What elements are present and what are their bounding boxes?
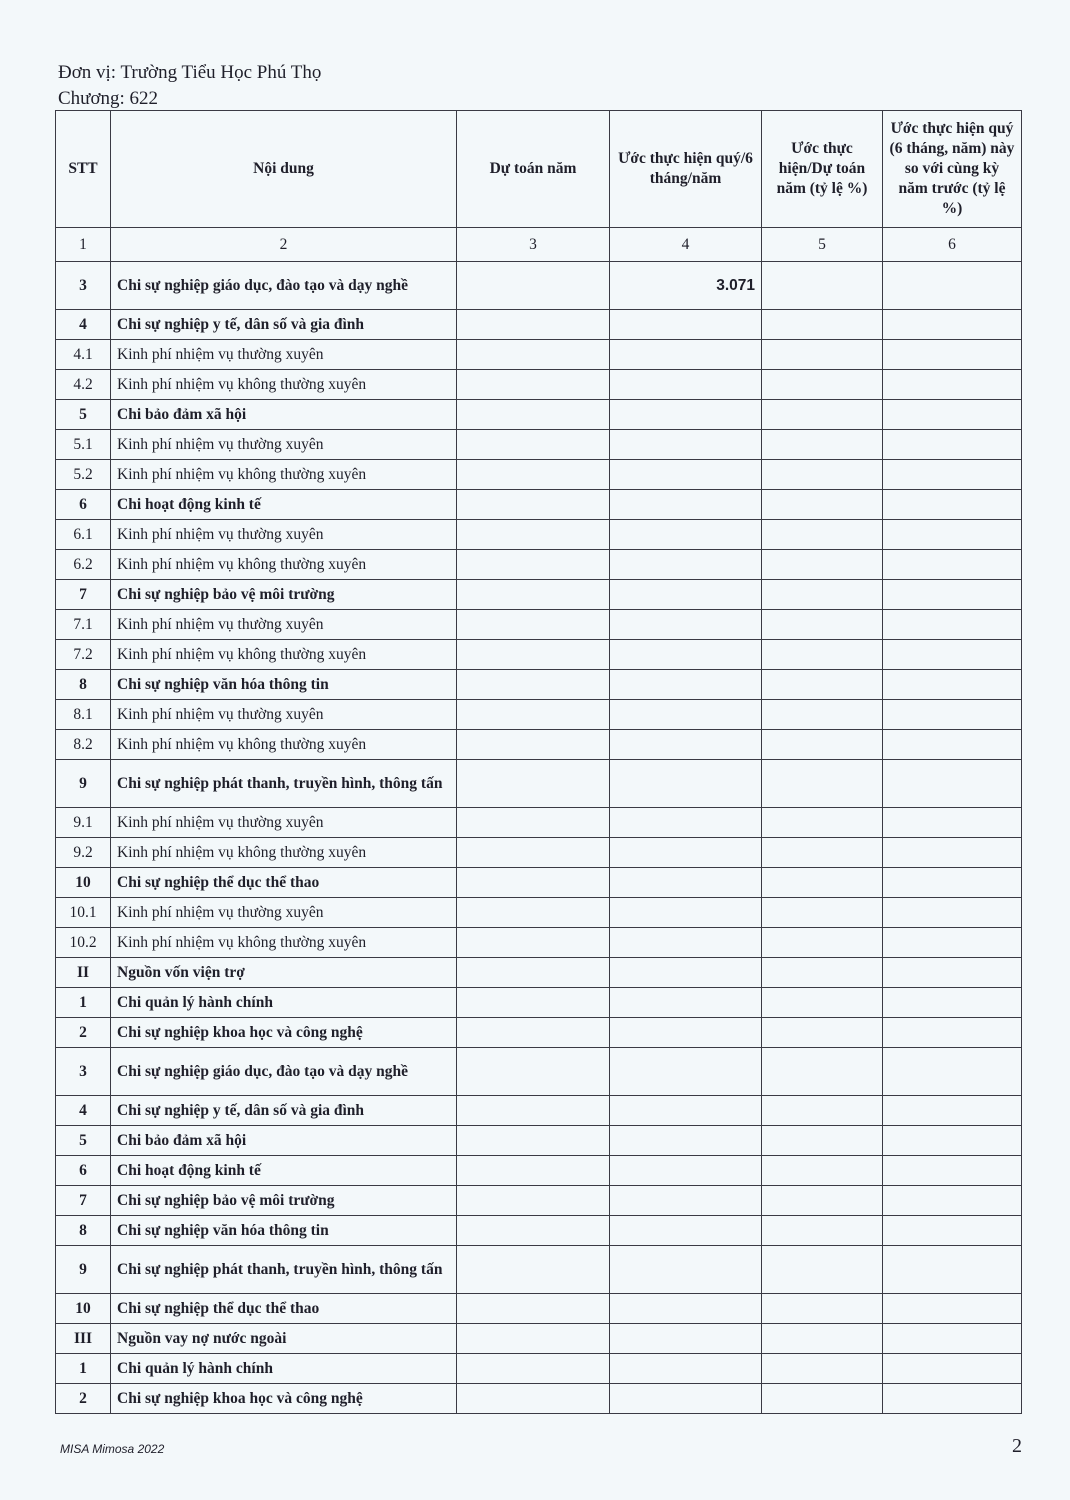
row-ratio-prev <box>883 490 1022 520</box>
row-ratio-estimate <box>762 262 883 310</box>
row-content: Kinh phí nhiệm vụ không thường xuyên <box>111 370 457 400</box>
table-body <box>56 262 1022 1414</box>
row-stt: 8.2 <box>56 730 111 760</box>
row-ratio-estimate <box>762 988 883 1018</box>
table-row <box>56 958 1022 988</box>
row-ratio-estimate <box>762 1156 883 1186</box>
table-row <box>56 700 1022 730</box>
row-ratio-estimate <box>762 430 883 460</box>
row-ratio-prev <box>883 1096 1022 1126</box>
col-header-ratio-estimate: Ước thực hiện/Dự toán năm (tỷ lệ %) <box>762 111 883 228</box>
row-stt: 4 <box>56 1096 111 1126</box>
table-row <box>56 1216 1022 1246</box>
row-ratio-prev <box>883 760 1022 808</box>
row-annual-estimate <box>457 520 610 550</box>
row-stt: 7 <box>56 580 111 610</box>
row-ratio-prev <box>883 1384 1022 1414</box>
row-estimated-impl <box>610 1246 762 1294</box>
row-ratio-estimate <box>762 460 883 490</box>
row-ratio-estimate <box>762 1294 883 1324</box>
row-ratio-prev <box>883 1354 1022 1384</box>
row-ratio-prev <box>883 1018 1022 1048</box>
row-estimated-impl <box>610 928 762 958</box>
row-stt: 5.1 <box>56 430 111 460</box>
unit-name: Đơn vị: Trường Tiểu Học Phú Thọ <box>58 62 322 83</box>
page-number: 2 <box>1012 1435 1022 1457</box>
row-content: Chi sự nghiệp bảo vệ môi trường <box>111 580 457 610</box>
row-stt: III <box>56 1324 111 1354</box>
row-ratio-estimate <box>762 550 883 580</box>
table-row <box>56 1384 1022 1414</box>
row-estimated-impl <box>610 1324 762 1354</box>
row-ratio-prev <box>883 400 1022 430</box>
row-ratio-prev <box>883 988 1022 1018</box>
row-annual-estimate <box>457 1186 610 1216</box>
row-stt: 8 <box>56 670 111 700</box>
row-ratio-estimate <box>762 928 883 958</box>
row-ratio-prev <box>883 1126 1022 1156</box>
row-ratio-prev <box>883 928 1022 958</box>
row-ratio-prev <box>883 640 1022 670</box>
row-stt: 4 <box>56 310 111 340</box>
row-annual-estimate <box>457 1384 610 1414</box>
row-ratio-estimate <box>762 1048 883 1096</box>
col-header-content: Nội dung <box>111 111 457 228</box>
row-ratio-prev <box>883 430 1022 460</box>
row-estimated-impl <box>610 730 762 760</box>
row-stt: 1 <box>56 1354 111 1384</box>
row-ratio-estimate <box>762 808 883 838</box>
row-ratio-prev <box>883 262 1022 310</box>
table-row <box>56 430 1022 460</box>
column-number: 2 <box>111 228 457 262</box>
row-ratio-prev <box>883 808 1022 838</box>
table-header-row <box>56 111 1022 228</box>
row-estimated-impl <box>610 1096 762 1126</box>
table-row <box>56 1354 1022 1384</box>
row-stt: 8 <box>56 1216 111 1246</box>
row-ratio-estimate <box>762 700 883 730</box>
column-number: 6 <box>883 228 1022 262</box>
row-annual-estimate <box>457 730 610 760</box>
table-row <box>56 310 1022 340</box>
column-number: 5 <box>762 228 883 262</box>
row-stt: 9 <box>56 760 111 808</box>
row-stt: 2 <box>56 1384 111 1414</box>
col-header-annual-estimate: Dự toán năm <box>457 111 610 228</box>
row-content: Kinh phí nhiệm vụ thường xuyên <box>111 898 457 928</box>
table-row <box>56 808 1022 838</box>
row-annual-estimate <box>457 1354 610 1384</box>
row-stt: 6 <box>56 1156 111 1186</box>
row-ratio-estimate <box>762 838 883 868</box>
row-content: Chi sự nghiệp y tế, dân số và gia đình <box>111 310 457 340</box>
row-ratio-estimate <box>762 1384 883 1414</box>
row-content: Nguồn vốn viện trợ <box>111 958 457 988</box>
row-ratio-prev <box>883 520 1022 550</box>
row-annual-estimate <box>457 928 610 958</box>
row-estimated-impl <box>610 1294 762 1324</box>
table-row <box>56 1294 1022 1324</box>
row-estimated-impl <box>610 580 762 610</box>
row-ratio-prev <box>883 340 1022 370</box>
table-row <box>56 490 1022 520</box>
row-ratio-prev <box>883 670 1022 700</box>
row-annual-estimate <box>457 370 610 400</box>
row-ratio-prev <box>883 868 1022 898</box>
table-row <box>56 928 1022 958</box>
row-ratio-prev <box>883 610 1022 640</box>
row-ratio-estimate <box>762 730 883 760</box>
row-content: Chi sự nghiệp giáo dục, đào tạo và dạy nghề <box>111 262 457 310</box>
table-row <box>56 1048 1022 1096</box>
report-table <box>55 110 1022 1414</box>
row-estimated-impl <box>610 868 762 898</box>
row-ratio-estimate <box>762 1324 883 1354</box>
row-ratio-prev <box>883 700 1022 730</box>
row-annual-estimate <box>457 1048 610 1096</box>
row-estimated-impl <box>610 838 762 868</box>
row-stt: 9.1 <box>56 808 111 838</box>
row-stt: 6 <box>56 490 111 520</box>
row-annual-estimate <box>457 400 610 430</box>
column-number-row <box>56 228 1022 262</box>
row-stt: II <box>56 958 111 988</box>
col-header-ratio-prev: Ước thực hiện quý (6 tháng, năm) này so với cùng kỳ năm trước (tỷ lệ %) <box>883 111 1022 228</box>
table-row <box>56 1246 1022 1294</box>
row-content: Kinh phí nhiệm vụ không thường xuyên <box>111 640 457 670</box>
table-row <box>56 1018 1022 1048</box>
row-annual-estimate <box>457 988 610 1018</box>
row-stt: 10 <box>56 1294 111 1324</box>
row-ratio-estimate <box>762 1186 883 1216</box>
table-row <box>56 1156 1022 1186</box>
row-annual-estimate <box>457 262 610 310</box>
row-ratio-estimate <box>762 1096 883 1126</box>
row-annual-estimate <box>457 700 610 730</box>
row-ratio-estimate <box>762 490 883 520</box>
row-annual-estimate <box>457 838 610 868</box>
row-stt: 6.1 <box>56 520 111 550</box>
row-ratio-prev <box>883 1216 1022 1246</box>
row-content: Chi hoạt động kinh tế <box>111 1156 457 1186</box>
row-estimated-impl <box>610 370 762 400</box>
row-ratio-prev <box>883 1294 1022 1324</box>
row-estimated-impl <box>610 958 762 988</box>
row-estimated-impl <box>610 430 762 460</box>
row-stt: 1 <box>56 988 111 1018</box>
row-content: Chi sự nghiệp phát thanh, truyền hình, thông tấn <box>111 760 457 808</box>
row-ratio-estimate <box>762 1018 883 1048</box>
row-ratio-estimate <box>762 1126 883 1156</box>
row-annual-estimate <box>457 1018 610 1048</box>
row-ratio-estimate <box>762 958 883 988</box>
column-number: 4 <box>610 228 762 262</box>
table-row <box>56 760 1022 808</box>
document-header <box>58 60 321 112</box>
row-ratio-estimate <box>762 670 883 700</box>
row-annual-estimate <box>457 1126 610 1156</box>
col-header-estimated-impl: Ước thực hiện quý/6 tháng/năm <box>610 111 762 228</box>
row-ratio-estimate <box>762 520 883 550</box>
row-annual-estimate <box>457 460 610 490</box>
table-row <box>56 640 1022 670</box>
row-annual-estimate <box>457 1324 610 1354</box>
row-ratio-estimate <box>762 868 883 898</box>
row-annual-estimate <box>457 580 610 610</box>
row-annual-estimate <box>457 1216 610 1246</box>
table-row <box>56 730 1022 760</box>
row-stt: 4.1 <box>56 340 111 370</box>
row-ratio-estimate <box>762 640 883 670</box>
row-content: Kinh phí nhiệm vụ thường xuyên <box>111 610 457 640</box>
row-ratio-estimate <box>762 580 883 610</box>
row-content: Chi hoạt động kinh tế <box>111 490 457 520</box>
row-estimated-impl <box>610 400 762 430</box>
table-row <box>56 868 1022 898</box>
row-content: Chi sự nghiệp thể dục thể thao <box>111 1294 457 1324</box>
row-estimated-impl <box>610 1354 762 1384</box>
row-estimated-impl <box>610 460 762 490</box>
row-content: Kinh phí nhiệm vụ thường xuyên <box>111 430 457 460</box>
row-ratio-estimate <box>762 340 883 370</box>
row-content: Kinh phí nhiệm vụ thường xuyên <box>111 700 457 730</box>
row-content: Chi bảo đảm xã hội <box>111 400 457 430</box>
row-ratio-prev <box>883 838 1022 868</box>
table-row <box>56 1324 1022 1354</box>
row-estimated-impl <box>610 898 762 928</box>
table-row <box>56 838 1022 868</box>
row-content: Chi sự nghiệp khoa học và công nghệ <box>111 1384 457 1414</box>
row-ratio-estimate <box>762 1216 883 1246</box>
row-content: Chi quản lý hành chính <box>111 988 457 1018</box>
row-ratio-estimate <box>762 370 883 400</box>
row-estimated-impl <box>610 700 762 730</box>
row-stt: 6.2 <box>56 550 111 580</box>
row-content: Chi sự nghiệp khoa học và công nghệ <box>111 1018 457 1048</box>
table-row <box>56 580 1022 610</box>
row-stt: 9 <box>56 1246 111 1294</box>
row-annual-estimate <box>457 430 610 460</box>
row-annual-estimate <box>457 340 610 370</box>
row-stt: 8.1 <box>56 700 111 730</box>
row-ratio-prev <box>883 370 1022 400</box>
row-annual-estimate <box>457 898 610 928</box>
row-content: Kinh phí nhiệm vụ thường xuyên <box>111 808 457 838</box>
row-estimated-impl <box>610 670 762 700</box>
row-annual-estimate <box>457 640 610 670</box>
row-estimated-impl <box>610 310 762 340</box>
row-estimated-impl <box>610 760 762 808</box>
row-content: Kinh phí nhiệm vụ không thường xuyên <box>111 550 457 580</box>
table-row <box>56 370 1022 400</box>
row-ratio-estimate <box>762 760 883 808</box>
row-content: Kinh phí nhiệm vụ không thường xuyên <box>111 730 457 760</box>
row-ratio-prev <box>883 580 1022 610</box>
row-estimated-impl <box>610 1156 762 1186</box>
row-annual-estimate <box>457 310 610 340</box>
row-content: Kinh phí nhiệm vụ thường xuyên <box>111 520 457 550</box>
chapter-code: Chương: 622 <box>58 88 159 109</box>
row-stt: 4.2 <box>56 370 111 400</box>
table-row <box>56 988 1022 1018</box>
row-ratio-prev <box>883 1156 1022 1186</box>
row-stt: 7.2 <box>56 640 111 670</box>
row-ratio-estimate <box>762 400 883 430</box>
row-stt: 10 <box>56 868 111 898</box>
row-stt: 7.1 <box>56 610 111 640</box>
row-content: Chi sự nghiệp y tế, dân số và gia đình <box>111 1096 457 1126</box>
table-row <box>56 262 1022 310</box>
row-estimated-impl <box>610 640 762 670</box>
row-ratio-estimate <box>762 1246 883 1294</box>
table-row <box>56 400 1022 430</box>
row-stt: 5 <box>56 400 111 430</box>
table-row <box>56 460 1022 490</box>
row-annual-estimate <box>457 1294 610 1324</box>
column-number: 3 <box>457 228 610 262</box>
row-content: Chi sự nghiệp bảo vệ môi trường <box>111 1186 457 1216</box>
row-annual-estimate <box>457 958 610 988</box>
row-annual-estimate <box>457 1096 610 1126</box>
row-annual-estimate <box>457 868 610 898</box>
row-stt: 5 <box>56 1126 111 1156</box>
row-annual-estimate <box>457 1156 610 1186</box>
row-ratio-prev <box>883 550 1022 580</box>
software-footer: MISA Mimosa 2022 <box>60 1442 165 1456</box>
row-ratio-prev <box>883 460 1022 490</box>
table-row <box>56 520 1022 550</box>
table-row <box>56 550 1022 580</box>
row-estimated-impl <box>610 490 762 520</box>
column-number: 1 <box>56 228 111 262</box>
row-estimated-impl <box>610 520 762 550</box>
table-row <box>56 610 1022 640</box>
row-stt: 3 <box>56 262 111 310</box>
row-content: Kinh phí nhiệm vụ không thường xuyên <box>111 928 457 958</box>
row-content: Chi sự nghiệp giáo dục, đào tạo và dạy nghề <box>111 1048 457 1096</box>
row-annual-estimate <box>457 670 610 700</box>
row-annual-estimate <box>457 808 610 838</box>
row-stt: 5.2 <box>56 460 111 490</box>
table-row <box>56 1096 1022 1126</box>
row-ratio-estimate <box>762 610 883 640</box>
row-estimated-impl <box>610 1018 762 1048</box>
row-estimated-impl <box>610 1216 762 1246</box>
row-estimated-impl <box>610 1126 762 1156</box>
row-content: Chi sự nghiệp phát thanh, truyền hình, thông tấn <box>111 1246 457 1294</box>
row-estimated-impl <box>610 808 762 838</box>
row-estimated-impl <box>610 340 762 370</box>
row-content: Chi sự nghiệp thể dục thể thao <box>111 868 457 898</box>
row-stt: 3 <box>56 1048 111 1096</box>
table-row <box>56 1186 1022 1216</box>
row-estimated-impl: 3.071 <box>610 262 762 310</box>
row-ratio-prev <box>883 730 1022 760</box>
table-row <box>56 670 1022 700</box>
row-ratio-estimate <box>762 1354 883 1384</box>
row-ratio-prev <box>883 310 1022 340</box>
row-stt: 10.1 <box>56 898 111 928</box>
row-annual-estimate <box>457 1246 610 1294</box>
row-stt: 9.2 <box>56 838 111 868</box>
row-ratio-prev <box>883 1186 1022 1216</box>
row-ratio-prev <box>883 1324 1022 1354</box>
row-ratio-estimate <box>762 310 883 340</box>
col-header-stt: STT <box>56 111 111 228</box>
row-annual-estimate <box>457 550 610 580</box>
table-row <box>56 898 1022 928</box>
row-estimated-impl <box>610 550 762 580</box>
row-content: Nguồn vay nợ nước ngoài <box>111 1324 457 1354</box>
row-ratio-estimate <box>762 898 883 928</box>
row-ratio-prev <box>883 898 1022 928</box>
table-row <box>56 340 1022 370</box>
row-content: Kinh phí nhiệm vụ thường xuyên <box>111 340 457 370</box>
row-estimated-impl <box>610 988 762 1018</box>
table-row <box>56 1126 1022 1156</box>
row-annual-estimate <box>457 490 610 520</box>
row-content: Chi quản lý hành chính <box>111 1354 457 1384</box>
row-ratio-prev <box>883 1048 1022 1096</box>
row-stt: 10.2 <box>56 928 111 958</box>
row-ratio-prev <box>883 1246 1022 1294</box>
row-annual-estimate <box>457 760 610 808</box>
row-content: Chi sự nghiệp văn hóa thông tin <box>111 1216 457 1246</box>
row-estimated-impl <box>610 610 762 640</box>
row-ratio-prev <box>883 958 1022 988</box>
row-estimated-impl <box>610 1384 762 1414</box>
row-estimated-impl <box>610 1186 762 1216</box>
row-content: Kinh phí nhiệm vụ không thường xuyên <box>111 838 457 868</box>
row-content: Kinh phí nhiệm vụ không thường xuyên <box>111 460 457 490</box>
row-content: Chi sự nghiệp văn hóa thông tin <box>111 670 457 700</box>
row-stt: 2 <box>56 1018 111 1048</box>
row-annual-estimate <box>457 610 610 640</box>
row-stt: 7 <box>56 1186 111 1216</box>
row-content: Chi bảo đảm xã hội <box>111 1126 457 1156</box>
row-estimated-impl <box>610 1048 762 1096</box>
